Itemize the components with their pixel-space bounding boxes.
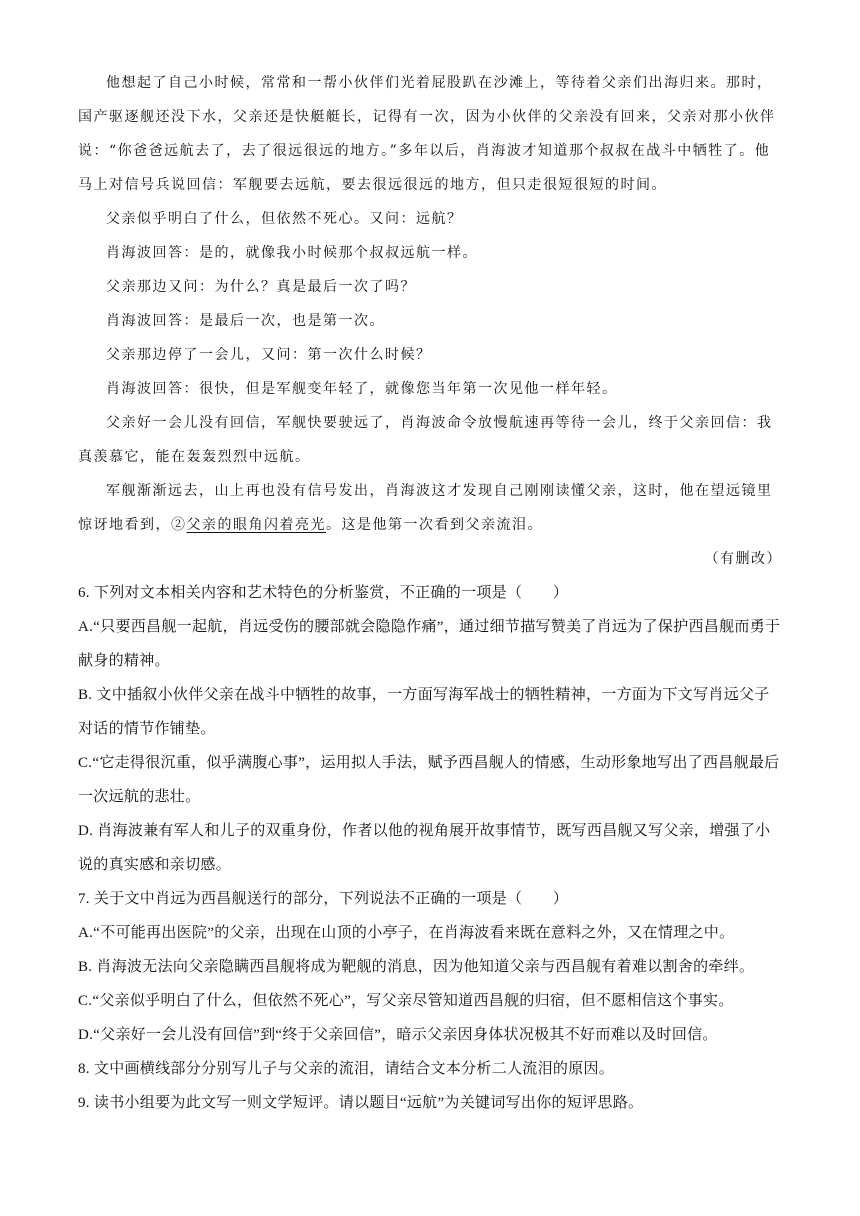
question-6 [78,576,782,882]
final-text-before: 军舰渐渐远去，山上再也没有信号发出，肖海波这才发现自己刚刚读懂父亲，这时，他在望远镜里惊讶地看到，② [78,483,773,533]
question-7 [78,882,782,1052]
source-note: （有删改） [704,551,782,567]
story-paragraph: 肖海波回答：是最后一次，也是第一次。 [106,313,385,329]
story-paragraph: 父亲似乎明白了什么，但依然不死心。又问：远航？ [106,211,463,227]
question-stem: 7. 关于文中肖远为西昌舰送行的部分，下列说法不正确的一项是（ ） [78,891,569,907]
question-8: 8. 文中画横线部分分别写儿子与父亲的流泪，请结合文本分析二人流泪的原因。 [78,1061,615,1077]
story-paragraph: 肖海波回答：是的，就像我小时候那个叔叔远航一样。 [106,245,478,261]
option-c: C.“父亲似乎明白了什么，但依然不死心”，写父亲尽管知道西昌舰的归宿，但不愿相信这个事实。 [78,993,734,1009]
final-text-after: 。这是他第一次看到父亲流泪。 [326,517,543,533]
option-d: D. 肖海波兼有军人和儿子的双重身份，作者以他的视角展开故事情节，既写西昌舰又写父亲，增强了小说的真实感和亲切感。 [78,823,771,873]
question-9: 9. 读书小组要为此文写一则文学短评。请以题目“远航”为关键词写出你的短评思路。 [78,1095,644,1111]
option-b: B. 文中插叙小伙伴父亲在战斗中牺牲的故事，一方面写海军战士的牺牲精神，一方面为下文写肖远父子对话的情节作铺垫。 [78,687,770,737]
option-d: D.“父亲好一会儿没有回信”到“终于父亲回信”，暗示父亲因身体状况极其不好而难以及时回信。 [78,1027,718,1043]
story-paragraph: 肖海波回答：很快，但是军舰变年轻了，就像您当年第一次见他一样年轻。 [106,381,618,397]
story-paragraph: 他想起了自己小时候，常常和一帮小伙伴们光着屁股趴在沙滩上，等待着父亲们出海归来。那时，国产驱逐舰还没下水，父亲还是快艇艇长，记得有一次，因为小伙伴的父亲没有回来，父亲对那小伙伴说：“你爸爸远航去了，去了很远很远的地方。”多年以后，肖海波才知道那个叔叔在战斗中牺牲了。他马上对信号兵说回信：军舰要去远航，要去很远很远的地方，但只走很短很短的时间。 [78,75,776,193]
option-a: A.“只要西昌舰一起航，肖远受伤的腰部就会隐隐作痛”，通过细节描写赞美了肖远为了保护西昌舰而勇于献身的精神。 [78,619,781,669]
story-excerpt [78,66,782,576]
option-c: C.“它走得很沉重，似乎满腹心事”，运用拟人手法，赋予西昌舰人的情感，生动形象地写出了西昌舰最后一次远航的悲壮。 [78,755,780,805]
underlined-sentence: 父亲的眼角闪着亮光 [186,517,326,533]
option-a: A.“不可能再出医院”的父亲，出现在山顶的小亭子，在肖海波看来既在意料之外，又在情理之中。 [78,925,735,941]
story-paragraph: 父亲那边停了一会儿，又问：第一次什么时候？ [106,347,432,363]
story-paragraph-final [78,474,782,542]
questions-section [78,576,782,1120]
story-paragraph: 父亲那边又问：为什么？真是最后一次了吗？ [106,279,416,295]
question-stem: 6. 下列对文本相关内容和艺术特色的分析鉴赏，不正确的一项是（ ） [78,585,569,601]
option-b: B. 肖海波无法向父亲隐瞒西昌舰将成为靶舰的消息，因为他知道父亲与西昌舰有着难以割舍的牵绊。 [78,959,755,975]
story-paragraph: 父亲好一会儿没有回信，军舰快要驶远了，肖海波命令放慢航速再等待一会儿，终于父亲回信：我真羡慕它，能在轰轰烈烈中远航。 [78,415,773,465]
